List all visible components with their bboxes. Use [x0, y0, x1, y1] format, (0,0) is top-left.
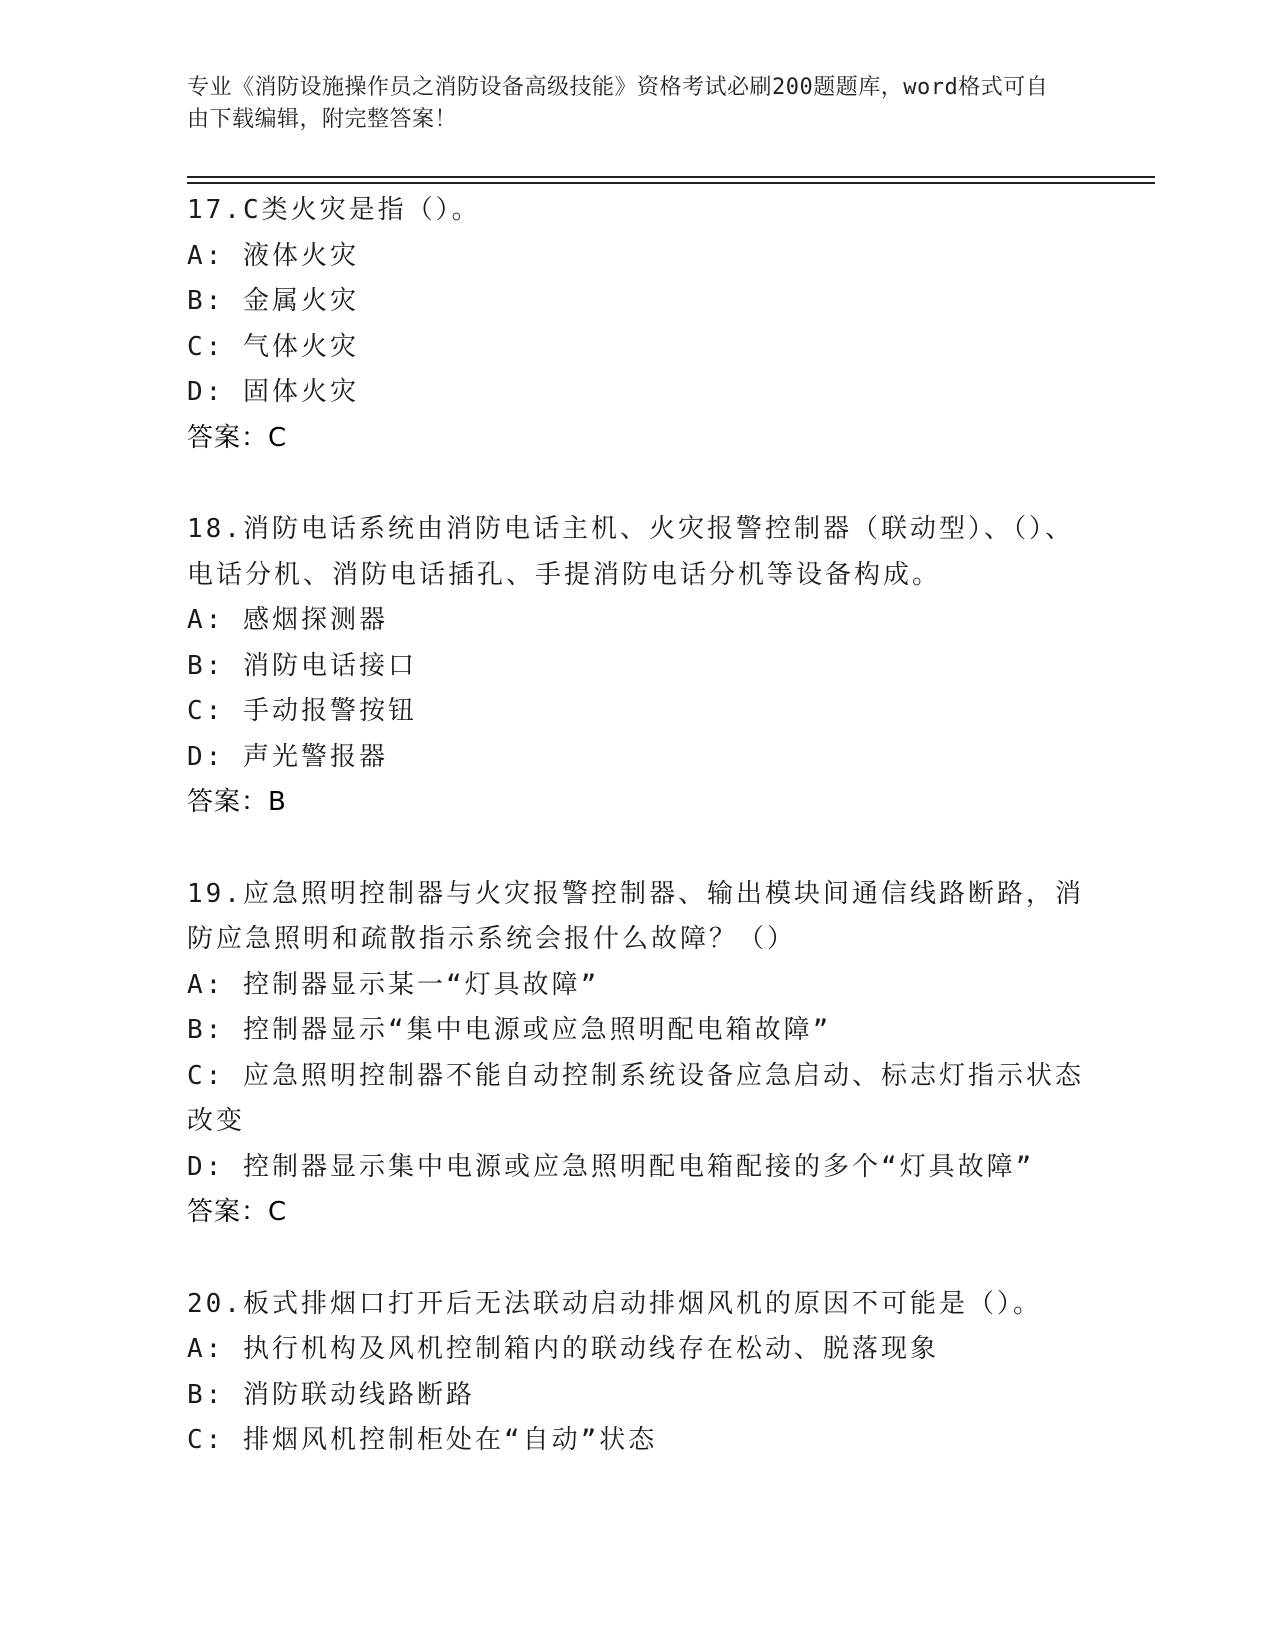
answer-line: 答案：C [187, 1197, 288, 1227]
option-b [187, 644, 1087, 690]
option-text: 排烟风机控制柜处在“自动”状态 [242, 1425, 658, 1455]
question-stem: 18.消防电话系统由消防电话主机、火灾报警控制器（联动型）、（）、电话分机、消防电话插孔、手提消防电话分机等设备构成。 [187, 514, 1074, 590]
option-a [187, 963, 1087, 1009]
question-17 [187, 188, 1087, 461]
option-text: 手动报警按钮 [242, 696, 417, 726]
question-stem: 19.应急照明控制器与火灾报警控制器、输出模块间通信线路断路，消防应急照明和疏散指示系统会报什么故障？（） [187, 878, 1084, 954]
answer-line: 答案：B [187, 787, 287, 817]
option-key: D: [187, 1151, 225, 1182]
option-key: C: [187, 331, 225, 362]
option-d [187, 735, 1087, 781]
document-intro: 专业《消防设施操作员之消防设备高级技能》资格考试必刷200题题库，word格式可自由下载编辑，附完整答案！ [187, 75, 1049, 132]
header-rule-top [187, 176, 1155, 178]
option-a [187, 598, 1087, 644]
option-text: 气体火灾 [242, 331, 359, 362]
option-key: A: [187, 969, 225, 1000]
question-18 [187, 507, 1087, 826]
question-20 [187, 1282, 1087, 1464]
option-c [187, 1054, 1087, 1145]
option-key: D: [187, 377, 225, 407]
option-text: 固体火灾 [242, 377, 359, 407]
option-key: C: [187, 1425, 225, 1455]
question-list [187, 188, 1087, 1510]
option-c [187, 689, 1087, 735]
option-text: 消防联动线路断路 [242, 1379, 475, 1410]
option-c [187, 325, 1087, 371]
option-key: A: [187, 605, 225, 635]
option-a [187, 234, 1087, 280]
option-b [187, 1373, 1087, 1419]
option-text: 液体火灾 [242, 240, 359, 271]
question-stem: 17.C类火灾是指（）。 [187, 195, 481, 225]
option-key: C: [187, 1060, 225, 1091]
option-key: B: [187, 650, 225, 681]
option-text: 感烟探测器 [242, 605, 388, 635]
option-text: 声光警报器 [242, 741, 388, 772]
option-b [187, 1008, 1087, 1054]
option-d [187, 370, 1087, 416]
option-text: 控制器显示“集中电源或应急照明配电箱故障” [242, 1015, 832, 1045]
option-d [187, 1145, 1087, 1191]
option-text: 金属火灾 [242, 286, 359, 316]
answer-line: 答案：C [187, 422, 288, 453]
option-key: C: [187, 696, 225, 726]
option-b [187, 279, 1087, 325]
option-a [187, 1327, 1087, 1373]
option-key: B: [187, 1015, 225, 1045]
option-text: 应急照明控制器不能自动控制系统设备应急启动、标志灯指示状态改变 [187, 1060, 1084, 1136]
question-19 [187, 872, 1087, 1236]
option-text: 控制器显示集中电源或应急照明配电箱配接的多个“灯具故障” [242, 1151, 1035, 1182]
option-key: B: [187, 286, 225, 316]
option-c [187, 1418, 1087, 1464]
question-stem: 20.板式排烟口打开后无法联动启动排烟风机的原因不可能是（）。 [187, 1288, 1042, 1319]
header-rule-bottom [187, 182, 1155, 184]
option-key: A: [187, 240, 225, 271]
option-key: A: [187, 1334, 225, 1364]
option-text: 控制器显示某一“灯具故障” [242, 969, 600, 1000]
option-key: B: [187, 1379, 225, 1410]
option-key: D: [187, 741, 225, 772]
option-text: 执行机构及风机控制箱内的联动线存在松动、脱落现象 [242, 1334, 939, 1364]
option-text: 消防电话接口 [242, 650, 417, 681]
